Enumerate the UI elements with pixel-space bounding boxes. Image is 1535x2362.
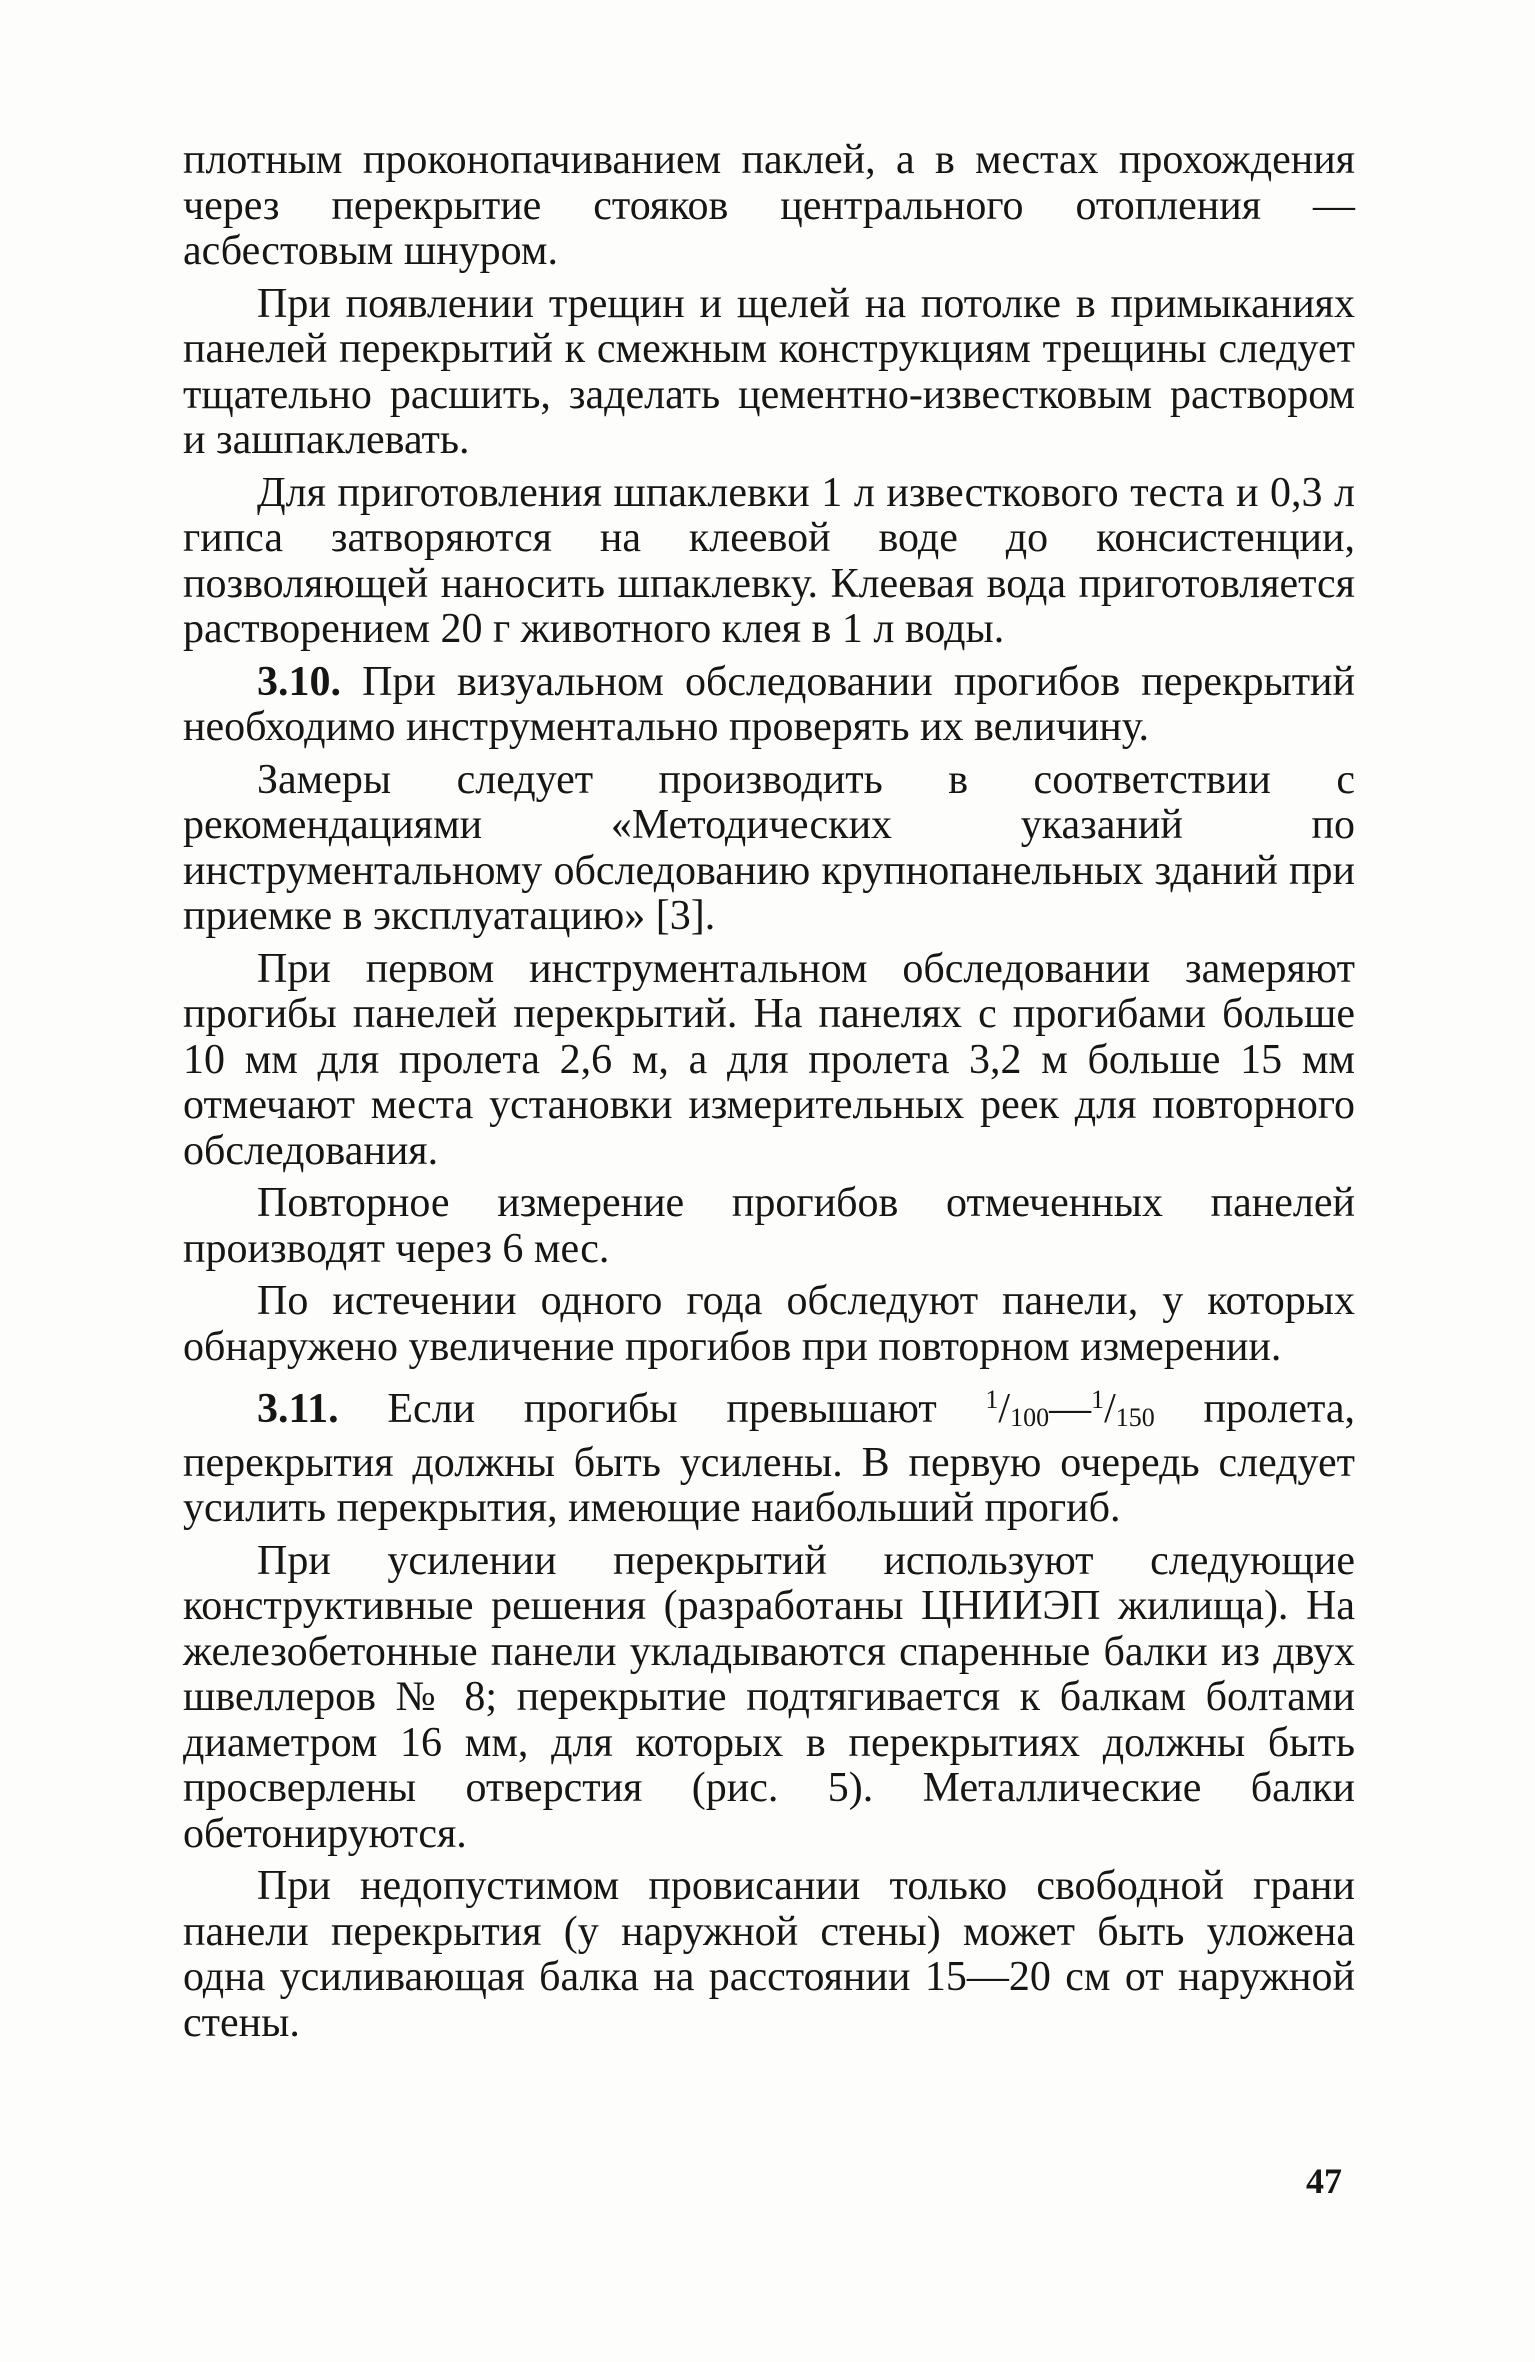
paragraph: Для приготовления шпаклевки 1 л известкового теста и 0,3 л гипса затворяются на клеевой воде до консистенции, позволяющей наносить шпаклевку. Клеевая вода приготовляется растворением 20 г животного клея в 1 л воды.: [183, 469, 1355, 652]
fraction-denominator: 150: [1115, 1403, 1155, 1432]
paragraph: Повторное измерение прогибов отмеченных панелей производят через 6 мес.: [183, 1180, 1355, 1272]
paragraph-text: пролета, перекрытия должны быть усилены. В первую очередь следует усилить перекрытия, имеющие наибольший прогиб.: [183, 1386, 1355, 1531]
paragraph-text: Если прогибы превышают: [338, 1386, 986, 1432]
paragraph: При появлении трещин и щелей на потолке в примыканиях панелей перекрытий к смежным конструкциям трещины следует тщательно расшить, заделать цементно-известковым раствором и зашпаклевать.: [183, 280, 1355, 463]
paragraph-section-3-10: [183, 660, 1355, 751]
paragraph: Замеры следует производить в соответствии с рекомендациями «Методических указаний по инструментальному обследованию крупнопанельных зданий при приемке в эксплуатацию» [3].: [183, 756, 1355, 939]
fraction-numerator: 1: [985, 1385, 999, 1414]
page-number: 47: [1306, 2161, 1342, 2201]
fraction-denominator: 100: [1010, 1403, 1050, 1432]
fraction-1-100: $^1$/100: [985, 1385, 1050, 1432]
paragraph-text: При визуальном обследовании прогибов перекрытий необходимо инструментально проверять их величину.: [183, 658, 1355, 750]
paragraph: При усилении перекрытий используют следующие конструктивные решения (разработаны ЦНИИЭП жилища). На железобетонные панели укладываются спаренные балки из двух швеллеров № 8; перекрытие подтягивается к балкам болтами диаметром 16 мм, для которых в перекрытиях должны быть просверлены отверстия (рис. 5). Металлические балки обетонируются.: [183, 1537, 1355, 1857]
fraction-1-150: $^1$/150: [1091, 1385, 1155, 1432]
fraction-dash: —: [1049, 1386, 1092, 1432]
section-number: 3.10.: [257, 658, 341, 705]
body-text: [183, 138, 1355, 2053]
section-number: 3.11.: [257, 1386, 339, 1432]
paragraph: По истечении одного года обследуют панели, у которых обнаружено увеличение прогибов при повторном измерении.: [183, 1278, 1355, 1370]
paragraph: При первом инструментальном обследовании замеряют прогибы панелей перекрытий. На панелях с прогибами больше 10 мм для пролета 2,6 м, а для пролета 3,2 м больше 15 мм отмечают места установки измерительных реек для повторного обследования.: [183, 945, 1355, 1174]
paragraph-section-3-11: [183, 1377, 1355, 1532]
paragraph: плотным проконопачиванием паклей, а в местах прохождения через перекрытие стояков центрального отопления — асбестовым шнуром.: [183, 137, 1355, 274]
fraction-numerator: 1: [1091, 1385, 1105, 1414]
paragraph: При недопустимом провисании только свободной грани панели перекрытия (у наружной стены) может быть уложена одна усиливающая балка на расстоянии 15—20 см от наружной стены.: [183, 1863, 1355, 2046]
